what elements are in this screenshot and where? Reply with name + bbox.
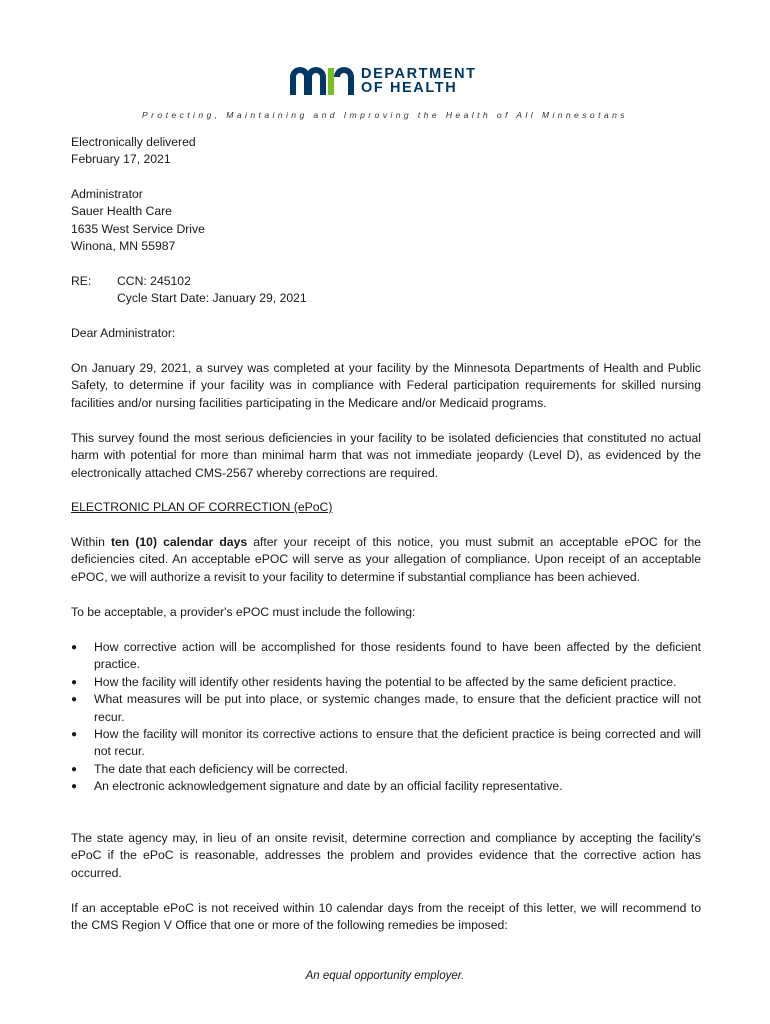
deadline-text: Within [71,535,111,549]
deadline-text: after your receipt of this notice, you must submit an acceptable ePOC for the deficiencies cited. An acceptable ePOC will serve as your allegation of compliance. Upon receipt of an acceptable ePOC, we will authorize a revisit to your facility to determine if substantial compliance has been achieved. [71,535,702,584]
delivery-info [71,134,701,169]
paragraph-revisit: The state agency may, in lieu of an onsite revisit, determine correction and compliance by accepting the facility's ePoC if the ePoC is reasonable, addresses the problem and provides evidence that the corrective action has occurred. [71,831,701,880]
logo-line-department: DEPARTMENT [361,65,477,82]
footer-note: An equal opportunity employer. [305,970,465,982]
salutation: Dear Administrator: [71,326,176,340]
paragraph-survey: On January 29, 2021, a survey was completed at your facility by the Minnesota Departments of Health and Public Safety, to determine if your facility was in compliance with Federal participation requirements for skilled nursing facilities and/or nursing facilities participating in the Medicare and/or Medicaid programs. [71,361,701,410]
requirements-list [71,639,701,796]
address-line: 1635 West Service Drive [71,221,205,236]
paragraph-requirements: To be acceptable, a provider's ePOC must include the following: [71,605,416,619]
letter-date: February 17, 2021 [71,152,171,167]
list-item: ● How corrective action will be accomplished for those residents found to have been affected by the deficient practice. [71,639,701,674]
list-item: ● The date that each deficiency will be corrected. [71,761,701,778]
list-item: ● How the facility will monitor its corrective actions to ensure that the deficient practice is being corrected and will not recur. [71,726,701,761]
re-cycle-start: Cycle Start Date: January 29, 2021 [117,291,307,306]
list-item: ● How the facility will identify other residents having the potential to be affected by the same deficient practice. [71,674,701,691]
logo-wordmark [361,67,477,96]
minnesota-logo-icon [289,66,355,96]
recipient-address [71,186,701,256]
delivery-method: Electronically delivered [71,135,196,149]
re-label: RE: [71,274,92,288]
paragraph-findings: This survey found the most serious deficiencies in your facility to be isolated deficiencies that constituted no actual harm with potential for more than minimal harm that was not immediate jeopardy (Level D), as evidenced by the electronically attached CMS-2567 whereby corrections are required. [71,431,701,480]
mdh-logo [289,64,477,98]
address-line: Sauer Health Care [71,204,172,219]
tagline: Protecting, Maintaining and Improving the Health of All Minnesotans [142,110,628,120]
deadline-emphasis: ten (10) calendar days [110,535,248,549]
paragraph-remedies: If an acceptable ePoC is not received within 10 calendar days from the receipt of this letter, we will recommend to the CMS Region V Office that one or more of the following remedies be imposed: [71,901,701,933]
re-block [71,273,701,308]
section-heading: ELECTRONIC PLAN OF CORRECTION (ePoC) [71,500,333,514]
address-line: Administrator [71,187,143,201]
re-ccn: CCN: 245102 [117,274,191,288]
list-item: ● An electronic acknowledgement signature and date by an official facility representative. [71,778,701,795]
address-line: Winona, MN 55987 [71,239,176,254]
logo-line-of-health: OF HEALTH [361,80,458,96]
paragraph-deadline [71,534,701,586]
list-item: ● What measures will be put into place, or systemic changes made, to ensure that the deficient practice will not recur. [71,691,701,726]
